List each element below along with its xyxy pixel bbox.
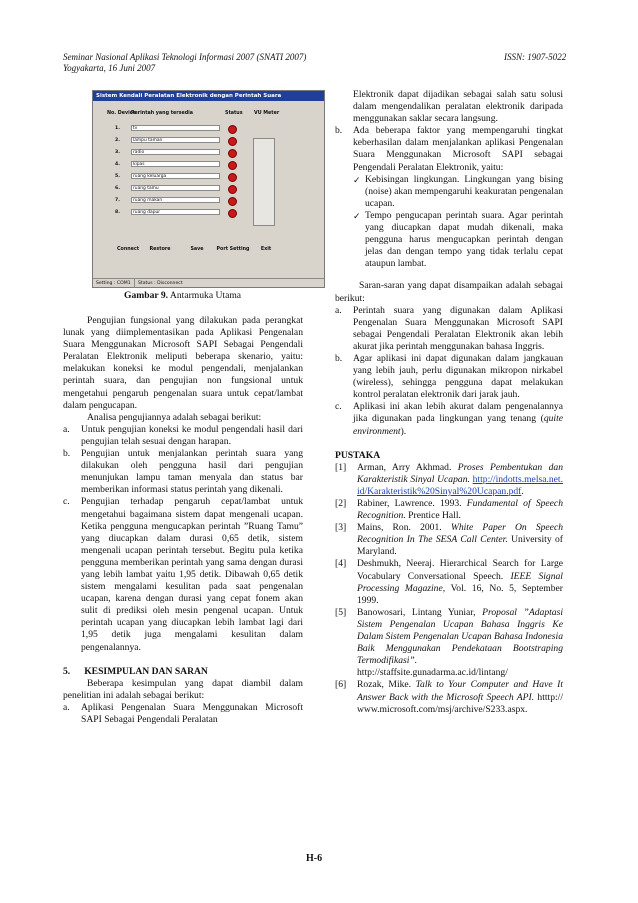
list-text: Pengujian terhadap pengaruh cepat/lambat untuk mengetahui bagaimana sistem dapat mengenali ucapan. Ketika pengguna mengucapkan perintah ”Ruang Tamu” yang diucapkan dalam durasi 0,65 detik, sistem mengenali ucapan perintah tersebut. Begitu pula ketika pengguna memberikan perintah yang sama dengan durasi yang lebih lambat yaitu 1,95 detik. Dibawah 0,65 detik sistem mengalami kesulitan pada saat pengenalan ucapan, karena dengan durasi yang cepat fonem akan sulit di prediksi oleh mesin pengenal ucapan. Untuk perintah ucapan yang diucapkan lebih lambat lagi dari 1,95 detik juga mengalami kesulitan dalam pengenalannya. xyxy=(81,496,303,653)
check-item xyxy=(353,174,563,210)
device-row xyxy=(103,125,325,133)
list-item xyxy=(63,496,303,653)
check-icon: ✓ xyxy=(353,210,361,221)
status-led xyxy=(228,209,237,218)
device-number: 7. xyxy=(115,198,120,203)
reference-number: [2] xyxy=(335,498,347,509)
reference-item xyxy=(335,498,563,522)
reference-title: IEEE Signal Processing Magazine, xyxy=(357,570,563,594)
list-text: Untuk pengujian koneksi ke modul pengendali hasil dari pengujian telah sesuai dengan harapan. xyxy=(81,423,303,447)
status-bar xyxy=(93,278,324,288)
list-text: Aplikasi ini akan lebih akurat dalam pengenalannya jika digunakan pada lingkungan yang tenang ( xyxy=(353,401,563,425)
device-number: 4. xyxy=(115,162,120,167)
reference-number: [5] xyxy=(335,606,347,618)
reference-end: . xyxy=(521,485,524,497)
reference-author: Deshmukh, Neeraj. Hierarchical Search for Large Vocabulary Conversational Speech. xyxy=(357,558,563,582)
status-led xyxy=(228,197,237,206)
list-marker: b. xyxy=(335,352,343,364)
device-row xyxy=(103,197,325,205)
status-led xyxy=(228,161,237,170)
port-setting-button[interactable]: Port Setting xyxy=(216,247,250,252)
reference-author: Mains, Ron. 2001. xyxy=(357,522,451,534)
check-item xyxy=(353,210,563,270)
list-text: Agar aplikasi ini dapat digunakan dalam jangkauan yang lebih jauh, perlu digunakan mikropon nirkabel (wireless), sehingga pengguna dapat melakukan kontrol peralatan elektronik dari jarak jauh. xyxy=(353,352,563,401)
reference-number: [3] xyxy=(335,522,347,534)
vu-meter xyxy=(253,138,275,226)
reference-number: [1] xyxy=(335,461,347,473)
col-vu-label: VU Meter xyxy=(254,111,280,116)
check-icon: ✓ xyxy=(353,174,361,185)
list-marker: c. xyxy=(335,401,342,413)
list-marker: a. xyxy=(335,304,342,316)
reference-title: Proses Pembentukan dan Karakteristik Sinyal Ucapan. xyxy=(357,461,563,485)
reference-item xyxy=(335,679,563,715)
col-command-label: Perintah yang tersedia xyxy=(131,111,194,116)
paragraph: Pengujian fungsional yang dilakukan pada perangkat lunak yang diimplementasikan pada Aplikasi Pengenalan Suara Menggunakan Microsoft SAPI Sebagai Pengendali Peralatan Elektronik meliputi beberapa skenario, yaitu: melakukan koneksi ke modul pengendali, menjalankan perintah suara, dan pengujian non fungsional untuk mengetahui pengaruh pengenalan suara untuk cepat/lambat dalam pengucapan. xyxy=(63,315,303,411)
list-text: Pengujian untuk menjalankan perintah suara yang dilakukan oleh pengguna hasil dari pengujian menunjukan lampu taman menyala dan status bar memberikan informasi status perintah yang dikenali. xyxy=(81,448,303,496)
status-led xyxy=(228,185,237,194)
list-item xyxy=(335,401,563,437)
conference-header xyxy=(63,52,306,74)
status-led xyxy=(228,125,237,134)
reference-title: Talk to Your Computer and Have It Answer Back with the Microsoft Speech API. xyxy=(357,679,563,703)
list-marker: b. xyxy=(63,448,71,460)
reference-detail: University of Maryland. xyxy=(357,534,563,558)
reference-title: White Paper On Speech Recognition In The SESA Call Center. xyxy=(357,522,563,546)
reference-number: [4] xyxy=(335,558,347,570)
reference-item xyxy=(335,607,563,680)
reference-author: Arman, Arry Akhmad. xyxy=(357,461,458,473)
reference-item xyxy=(335,462,563,498)
reference-detail: Vol. 16, No. 5, September 1999. xyxy=(357,582,563,606)
reference-number: [6] xyxy=(335,679,347,691)
device-row xyxy=(103,209,325,217)
issn: ISSN: 1907-5022 xyxy=(504,52,567,62)
device-number: 2. xyxy=(115,138,120,143)
device-number: 3. xyxy=(115,150,120,155)
exit-button[interactable]: Exit xyxy=(260,247,272,252)
status-led xyxy=(228,137,237,146)
list-text: Ada beberapa faktor yang mempengaruhi tingkat keberhasilan dalam menjalankan aplikasi Pengenalan Suara Menggunakan Microsoft SAPI sebagai Pengendali Peralatan Elektronik, yaitu: xyxy=(353,125,563,173)
paragraph: Analisa pengujiannya adalah sebagai berikut: xyxy=(87,411,262,423)
command-field[interactable]: kipas xyxy=(131,161,220,167)
list-marker: a. xyxy=(63,701,70,713)
figure-caption xyxy=(124,290,241,301)
device-row xyxy=(103,173,325,181)
command-field[interactable]: radio xyxy=(131,149,220,155)
command-field[interactable]: ruang tamu xyxy=(131,185,220,191)
list-marker: c. xyxy=(63,496,70,508)
device-row xyxy=(103,137,325,145)
list-text-italic: quite environment xyxy=(353,413,563,437)
save-button[interactable]: Save xyxy=(190,247,204,252)
section-number: 5. xyxy=(63,665,71,677)
figure-label: Gambar 9. xyxy=(124,290,169,301)
device-row xyxy=(103,161,325,169)
device-number: 8. xyxy=(115,210,120,215)
paragraph: Elektronik dapat dijadikan sebagai salah satu solusi dalam mengendalikan peralatan elektronik daripada menggunakan saklar secara langsung. xyxy=(353,89,563,125)
section-title: KESIMPULAN DAN SARAN xyxy=(84,665,208,677)
restore-button[interactable]: Restore xyxy=(149,247,171,252)
conference-place: Yogyakarta, 16 Juni 2007 xyxy=(63,63,156,73)
reference-author: Rozak, Mike. xyxy=(357,679,416,691)
list-item xyxy=(63,424,303,448)
command-field[interactable]: ruang makan xyxy=(131,197,220,203)
window-title: Sistem Kendali Peralatan Elektronik dengan Perintah Suara xyxy=(93,91,324,101)
check-text: Kebisingan lingkungan. Lingkungan yang bising (noise) akan mempengaruhi keakuratan pengenalan ucapan. xyxy=(365,173,563,209)
references-heading: PUSTAKA xyxy=(335,449,381,461)
status-led xyxy=(228,149,237,158)
list-item xyxy=(335,125,563,173)
list-text: ). xyxy=(400,425,407,437)
device-number: 6. xyxy=(115,186,120,191)
command-field[interactable]: lampu taman xyxy=(131,137,220,143)
device-row xyxy=(103,149,325,157)
list-text: Aplikasi Pengenalan Suara Menggunakan Microsoft SAPI Sebagai Pengendali Peralatan xyxy=(81,701,303,725)
check-text: Tempo pengucapan perintah suara. Agar perintah yang diucapkan dapat mudah dikenali, maka pengguna harus mengucapkan perintah dengan jelas dan dengan tempo yang tidak terlalu cepat ataupun lambat. xyxy=(365,209,563,270)
page-number: H-6 xyxy=(306,853,323,864)
paragraph: Beberapa kesimpulan yang dapat diambil dalam penelitian ini adalah sebagai berikut: xyxy=(63,677,303,701)
reference-title: Fundamental of Speech Recognition. xyxy=(357,498,563,522)
reference-detail: htttp://www.microsoft.com/msj/archive/S233.aspx. xyxy=(357,691,563,715)
list-marker: a. xyxy=(63,423,70,435)
list-item xyxy=(335,353,563,401)
left-column xyxy=(63,315,303,726)
app-screenshot xyxy=(92,90,325,288)
reference-detail: http://staffsite.gunadarma.ac.id/lintang/ xyxy=(357,667,508,679)
figure-caption-text: Antarmuka Utama xyxy=(168,290,242,301)
list-item xyxy=(335,305,563,353)
device-number: 1. xyxy=(115,126,120,131)
paragraph: Saran-saran yang dapat disampaikan adalah sebagai berikut: xyxy=(335,280,563,304)
reference-detail: Prentice Hall. xyxy=(405,510,461,522)
status-led xyxy=(228,173,237,182)
command-field[interactable]: ruang keluarga xyxy=(131,173,220,179)
col-device-label: No. Device xyxy=(107,111,136,116)
reference-item xyxy=(335,522,563,558)
device-row xyxy=(103,185,325,193)
reference-author: Banowosari, Lintang Yuniar, xyxy=(357,606,483,618)
reference-title: Proposal ”Adaptasi Sistem Pengenalan Ucapan Bahasa Inggris Ke Dalam Sistem Pengenalan Ucapan Bahasa Indonesia Baik Menggunakan Pendekataan Bootstraping Termodifikasi”. xyxy=(357,606,564,667)
list-item xyxy=(63,448,303,496)
device-number: 5. xyxy=(115,174,120,179)
list-text: Perintah suara yang digunakan dalam Aplikasi Pengenalan Suara Menggunakan Microsoft SAPI sebagai Pengendali Peralatan Elektronik akan lebih akurat jika perintah menggunakan bahasa Inggris. xyxy=(353,304,563,352)
reference-item xyxy=(335,558,563,606)
list-item xyxy=(63,702,303,726)
col-status-label: Status xyxy=(225,111,243,116)
conference-title: Seminar Nasional Aplikasi Teknologi Informasi 2007 (SNATI 2007) xyxy=(63,52,307,62)
reference-link[interactable]: http://indotts.melsa.net.id/Karakteristik%20Sinyal%20Ucapan.pdf xyxy=(357,473,563,497)
connect-button[interactable]: Connect xyxy=(117,247,140,252)
right-column xyxy=(335,89,563,716)
command-field[interactable]: ruang dapur xyxy=(131,209,220,215)
reference-author: Rabiner, Lawrence. 1993. xyxy=(357,498,467,509)
status-setting: Setting : COM1 xyxy=(96,281,131,286)
section-heading xyxy=(63,666,303,678)
list-marker: b. xyxy=(335,125,343,137)
command-field[interactable]: tv xyxy=(131,125,220,131)
status-connection: Status : Disconnect xyxy=(134,279,183,288)
